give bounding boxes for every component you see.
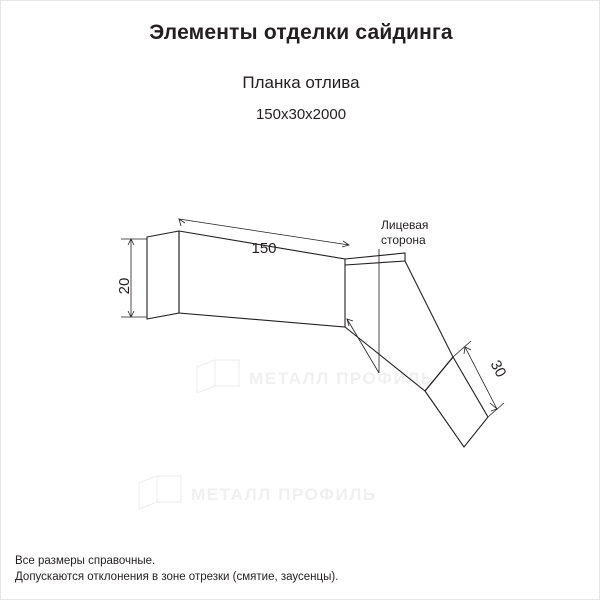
- dimension-height-right-label: 30: [486, 357, 510, 381]
- profile-outline: [147, 231, 488, 447]
- dimension-height-left: [116, 239, 147, 317]
- dimension-height-left-label: 20: [116, 277, 133, 295]
- drawing-svg: [1, 141, 601, 504]
- product-name: Планка отлива: [242, 73, 360, 92]
- watermark-top-text: МЕТАЛЛ ПРОФИЛЬ: [249, 369, 435, 388]
- face-side-label-line1: Лицевая: [381, 218, 429, 232]
- watermark-top: [197, 360, 435, 393]
- watermark-bottom: [139, 476, 377, 509]
- footnotes: [15, 553, 587, 585]
- product-dimensions: 150х30х2000: [255, 106, 347, 123]
- technical-drawing: [1, 141, 601, 504]
- dimension-width-label: 150: [251, 240, 277, 257]
- face-side-callout: [347, 218, 428, 373]
- dimension-width: [179, 219, 349, 257]
- footnote-line-2: Допускаются отклонения в зоне отрезки (смятие, заусенцы).: [15, 571, 339, 583]
- page-title: Элементы отделки сайдинга: [149, 21, 453, 44]
- face-side-label-line2: сторона: [381, 233, 426, 247]
- watermark-bottom-text: МЕТАЛЛ ПРОФИЛЬ: [191, 485, 377, 504]
- footnote-line-1: Все размеры справочные.: [15, 555, 156, 567]
